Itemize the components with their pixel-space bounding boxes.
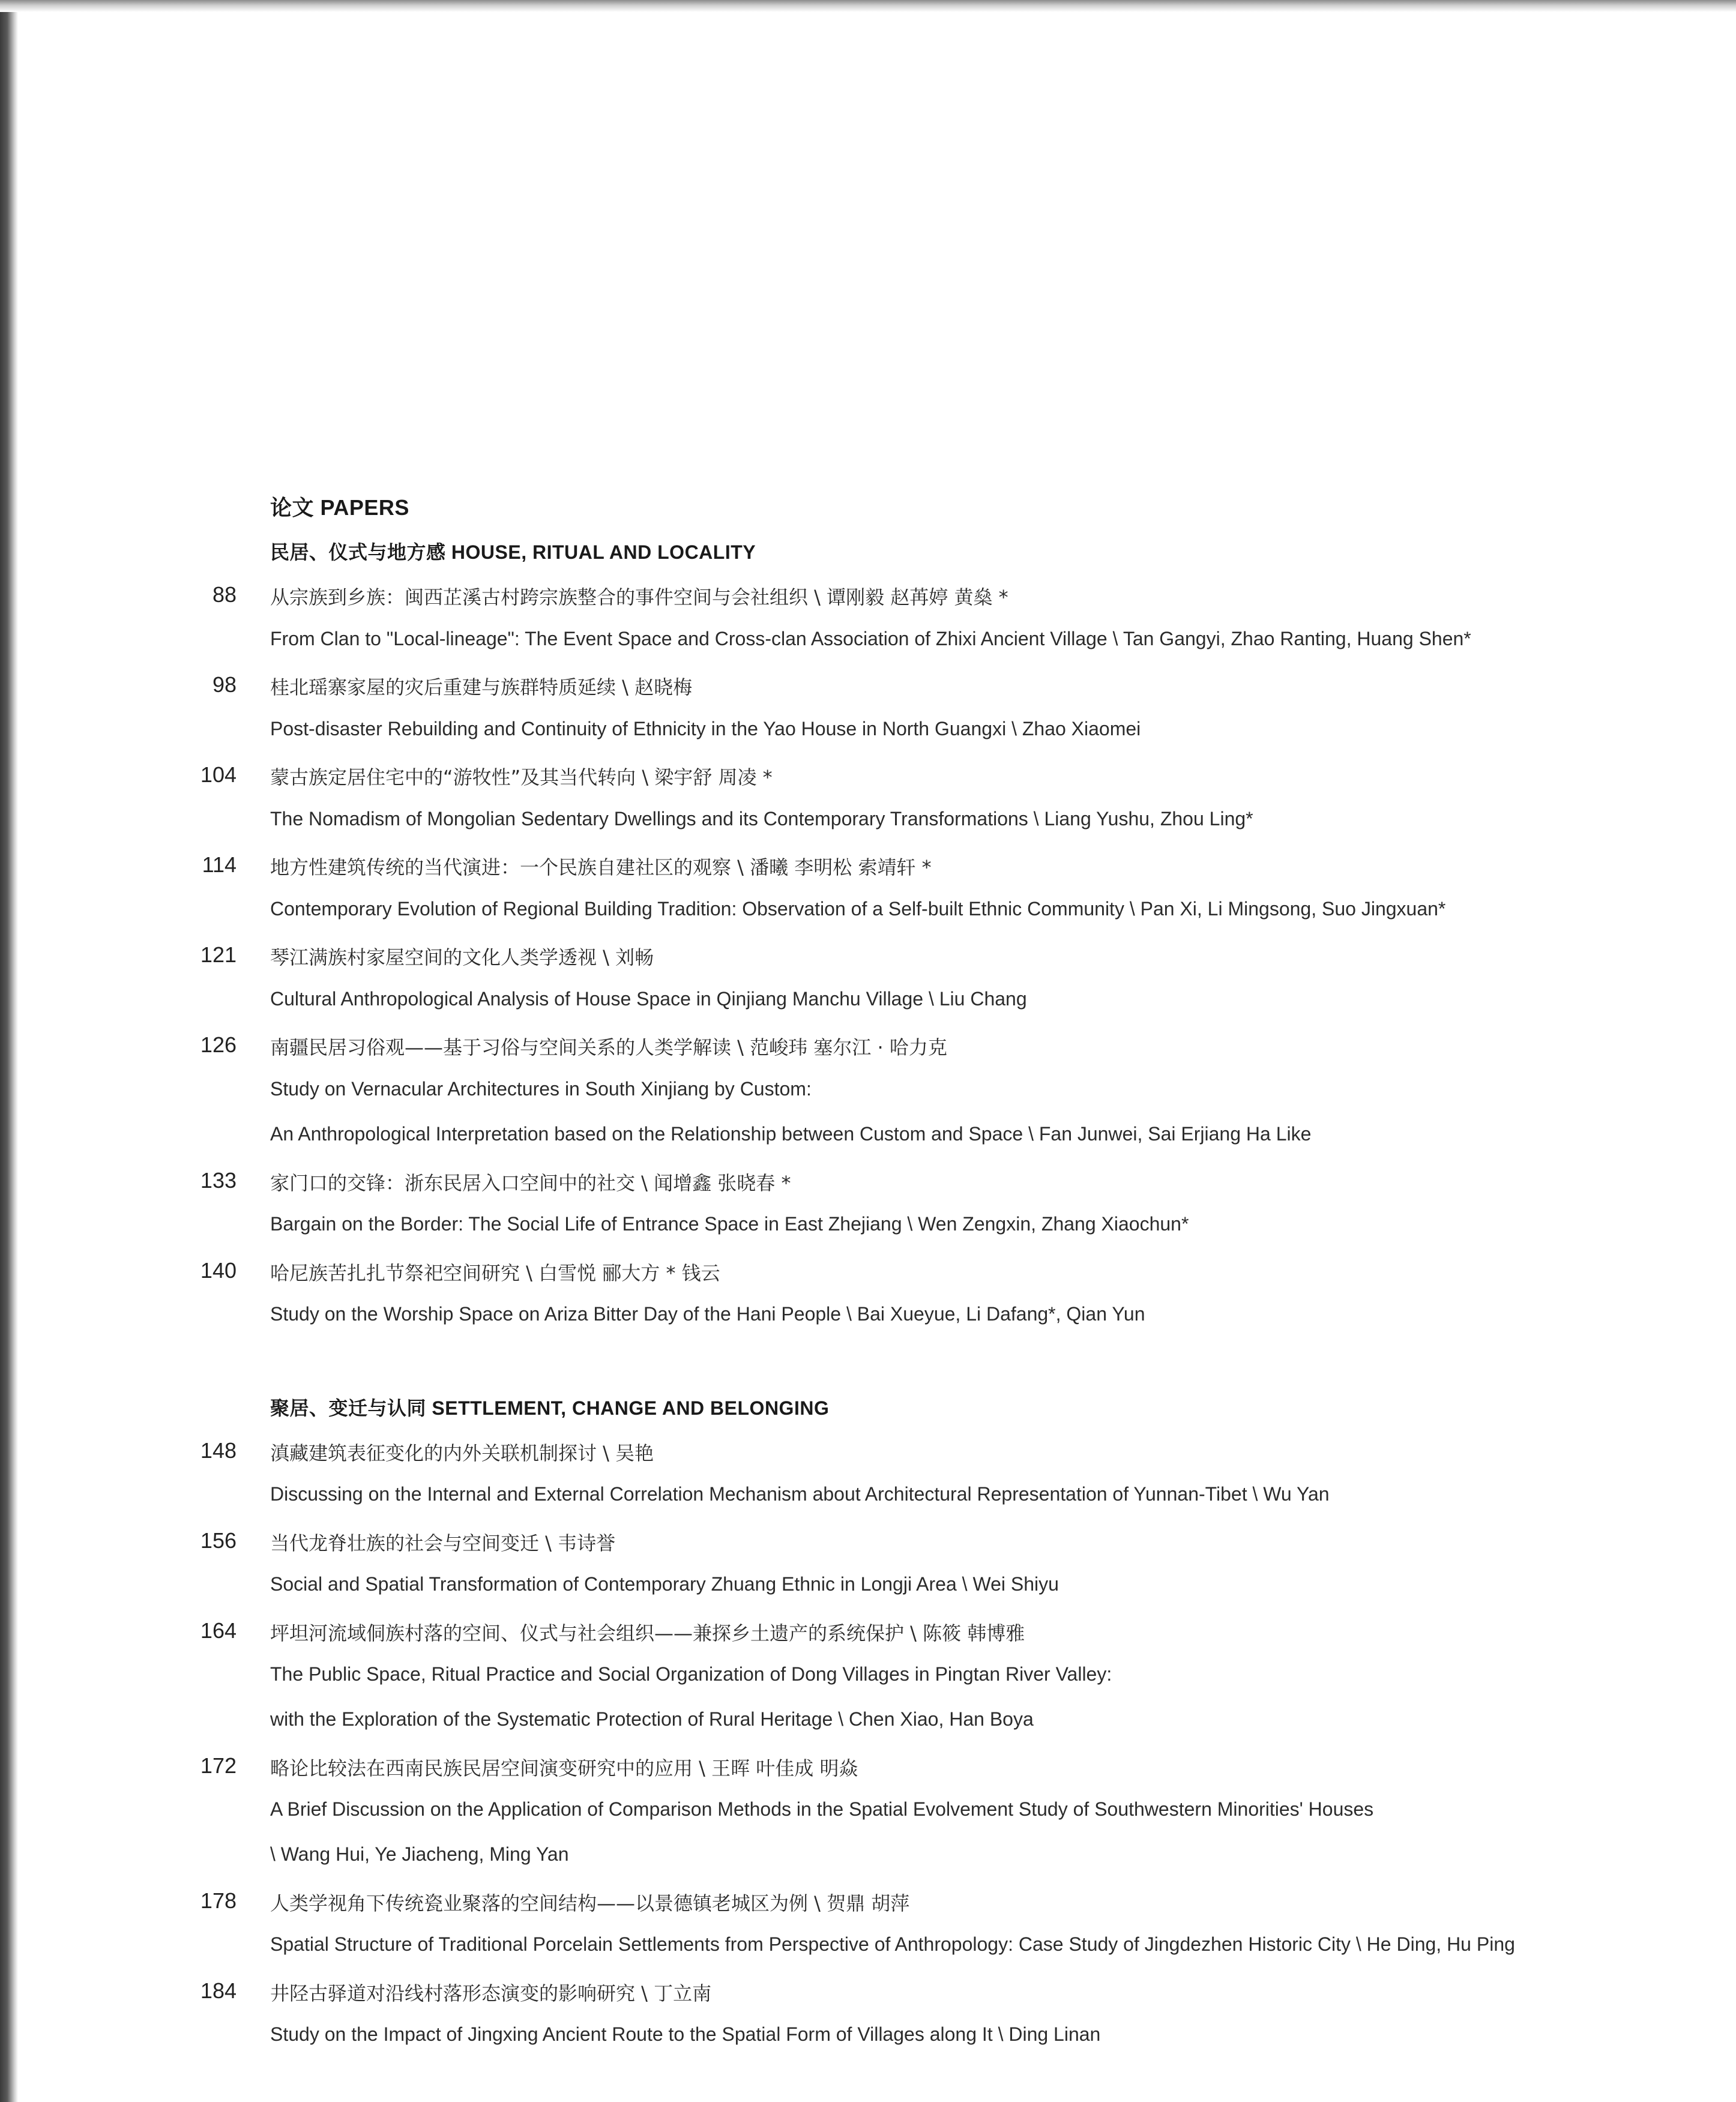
toc-entry-title-zh[interactable]: 家门口的交锋：浙东民居入口空间中的社交 \ 闻增鑫 张晓春 * — [270, 1172, 791, 1194]
toc-page-number: 88 — [212, 582, 237, 607]
toc-entry-title-zh[interactable]: 从宗族到乡族：闽西芷溪古村跨宗族整合的事件空间与会社组织 \ 谭刚毅 赵苒婷 黄燊 * — [270, 586, 1008, 609]
toc-entry-title-en[interactable]: The Nomadism of Mongolian Sedentary Dwellings and its Contemporary Transformations \ Liang Yushu, Zhou Ling* — [270, 808, 1253, 830]
toc-page-number: 156 — [200, 1528, 237, 1553]
toc-page-number: 140 — [200, 1258, 237, 1283]
toc-page-number: 184 — [200, 1978, 237, 2003]
toc-entry-title-en[interactable]: Discussing on the Internal and External Correlation Mechanism about Architectural Representation of Yunnan-Tibet \ Wu Yan — [270, 1483, 1330, 1505]
toc-entry-title-zh[interactable]: 井陉古驿道对沿线村落形态演变的影响研究 \ 丁立南 — [270, 1982, 712, 2005]
toc-entry-title-en[interactable]: Spatial Structure of Traditional Porcelain Settlements from Perspective of Anthropology: Case Study of Jingdezhen Historic City \ He Ding, Hu Ping — [270, 1933, 1515, 1955]
toc-entry-title-en[interactable]: Social and Spatial Transformation of Contemporary Zhuang Ethnic in Longji Area \ Wei Shiyu — [270, 1573, 1059, 1595]
toc-entry-title-en[interactable]: Bargain on the Border: The Social Life of Entrance Space in East Zhejiang \ Wen Zengxin, Zhang Xiaochun* — [270, 1213, 1189, 1235]
toc-page-number: 98 — [212, 672, 237, 697]
toc-page-number: 104 — [200, 762, 237, 787]
papers-heading: 论文 PAPERS — [270, 495, 409, 520]
toc-entry-title-en[interactable]: Cultural Anthropological Analysis of House Space in Qinjiang Manchu Village \ Liu Chang — [270, 988, 1027, 1010]
toc-entry-title-zh[interactable]: 人类学视角下传统瓷业聚落的空间结构——以景德镇老城区为例 \ 贺鼎 胡萍 — [270, 1892, 910, 1915]
toc-entry-title-en[interactable]: The Public Space, Ritual Practice and Social Organization of Dong Villages in Pingtan River Valley: — [270, 1663, 1112, 1685]
toc-page-number: 126 — [200, 1032, 237, 1057]
section-heading-settlement-change-belonging: 聚居、变迁与认同 SETTLEMENT, CHANGE AND BELONGING — [270, 1397, 830, 1419]
toc-page-number: 172 — [200, 1753, 237, 1778]
toc-entry-title-en[interactable]: Study on the Worship Space on Ariza Bitter Day of the Hani People \ Bai Xueyue, Li Dafang*, Qian Yun — [270, 1303, 1145, 1325]
toc-entry-title-en[interactable]: Contemporary Evolution of Regional Building Tradition: Observation of a Self-built Ethnic Community \ Pan Xi, Li Mingsong, Suo Jingxuan* — [270, 898, 1446, 920]
toc-page-number: 133 — [200, 1168, 237, 1193]
toc-entry-title-zh[interactable]: 哈尼族苦扎扎节祭祀空间研究 \ 白雪悦 郦大方 * 钱云 — [270, 1262, 720, 1284]
toc-page-number: 121 — [200, 942, 237, 967]
toc-entry-title-en-continued[interactable]: \ Wang Hui, Ye Jiacheng, Ming Yan — [270, 1843, 569, 1865]
scan-top-edge — [0, 0, 1736, 12]
toc-entry-title-en[interactable]: From Clan to "Local-lineage": The Event Space and Cross-clan Association of Zhixi Ancient Village \ Tan Gangyi, Zhao Ranting, Huang Shen* — [270, 628, 1471, 649]
scan-left-edge — [0, 0, 18, 2102]
toc-entry-title-zh[interactable]: 桂北瑶寨家屋的灾后重建与族群特质延续 \ 赵晓梅 — [270, 676, 693, 699]
toc-entry-title-zh[interactable]: 坪坦河流域侗族村落的空间、仪式与社会组织——兼探乡土遗产的系统保护 \ 陈筱 韩博雅 — [270, 1622, 1025, 1645]
toc-page-number: 114 — [202, 852, 237, 877]
toc-entry-title-zh[interactable]: 滇藏建筑表征变化的内外关联机制探讨 \ 吴艳 — [270, 1442, 654, 1465]
toc-entry-title-zh[interactable]: 蒙古族定居住宅中的“游牧性”及其当代转向 \ 梁宇舒 周凌 * — [270, 766, 773, 789]
toc-entry-title-en[interactable]: Study on the Impact of Jingxing Ancient Route to the Spatial Form of Villages along It \ Ding Linan — [270, 2023, 1101, 2045]
toc-entry-title-zh[interactable]: 当代龙脊壮族的社会与空间变迁 \ 韦诗誉 — [270, 1532, 616, 1555]
toc-page-number: 148 — [200, 1438, 237, 1463]
toc-entry-title-en[interactable]: Post-disaster Rebuilding and Continuity of Ethnicity in the Yao House in North Guangxi \ Zhao Xiaomei — [270, 718, 1141, 739]
toc-entry-title-en-continued[interactable]: An Anthropological Interpretation based on the Relationship between Custom and Space \ Fan Junwei, Sai Erjiang Ha Like — [270, 1123, 1312, 1145]
toc-entry-title-en-continued[interactable]: with the Exploration of the Systematic Protection of Rural Heritage \ Chen Xiao, Han Boya — [270, 1708, 1034, 1730]
toc-entry-title-zh[interactable]: 地方性建筑传统的当代演进：一个民族自建社区的观察 \ 潘曦 李明松 索靖轩 * — [270, 856, 932, 879]
toc-entry-title-zh[interactable]: 南疆民居习俗观——基于习俗与空间关系的人类学解读 \ 范峻玮 塞尔江 · 哈力克 — [270, 1036, 947, 1059]
toc-page-number: 164 — [200, 1618, 237, 1643]
section-heading-house-ritual-locality: 民居、仪式与地方感 HOUSE, RITUAL AND LOCALITY — [270, 541, 756, 563]
toc-page-number: 178 — [200, 1888, 237, 1913]
toc-entry-title-zh[interactable]: 琴江满族村家屋空间的文化人类学透视 \ 刘畅 — [270, 946, 654, 969]
toc-entry-title-en[interactable]: Study on Vernacular Architectures in South Xinjiang by Custom: — [270, 1078, 812, 1100]
toc-entry-title-zh[interactable]: 略论比较法在西南民族民居空间演变研究中的应用 \ 王晖 叶佳成 明焱 — [270, 1757, 858, 1780]
toc-entry-title-en[interactable]: A Brief Discussion on the Application of Comparison Methods in the Spatial Evolvement Study of Southwestern Minorities' Houses — [270, 1798, 1374, 1820]
